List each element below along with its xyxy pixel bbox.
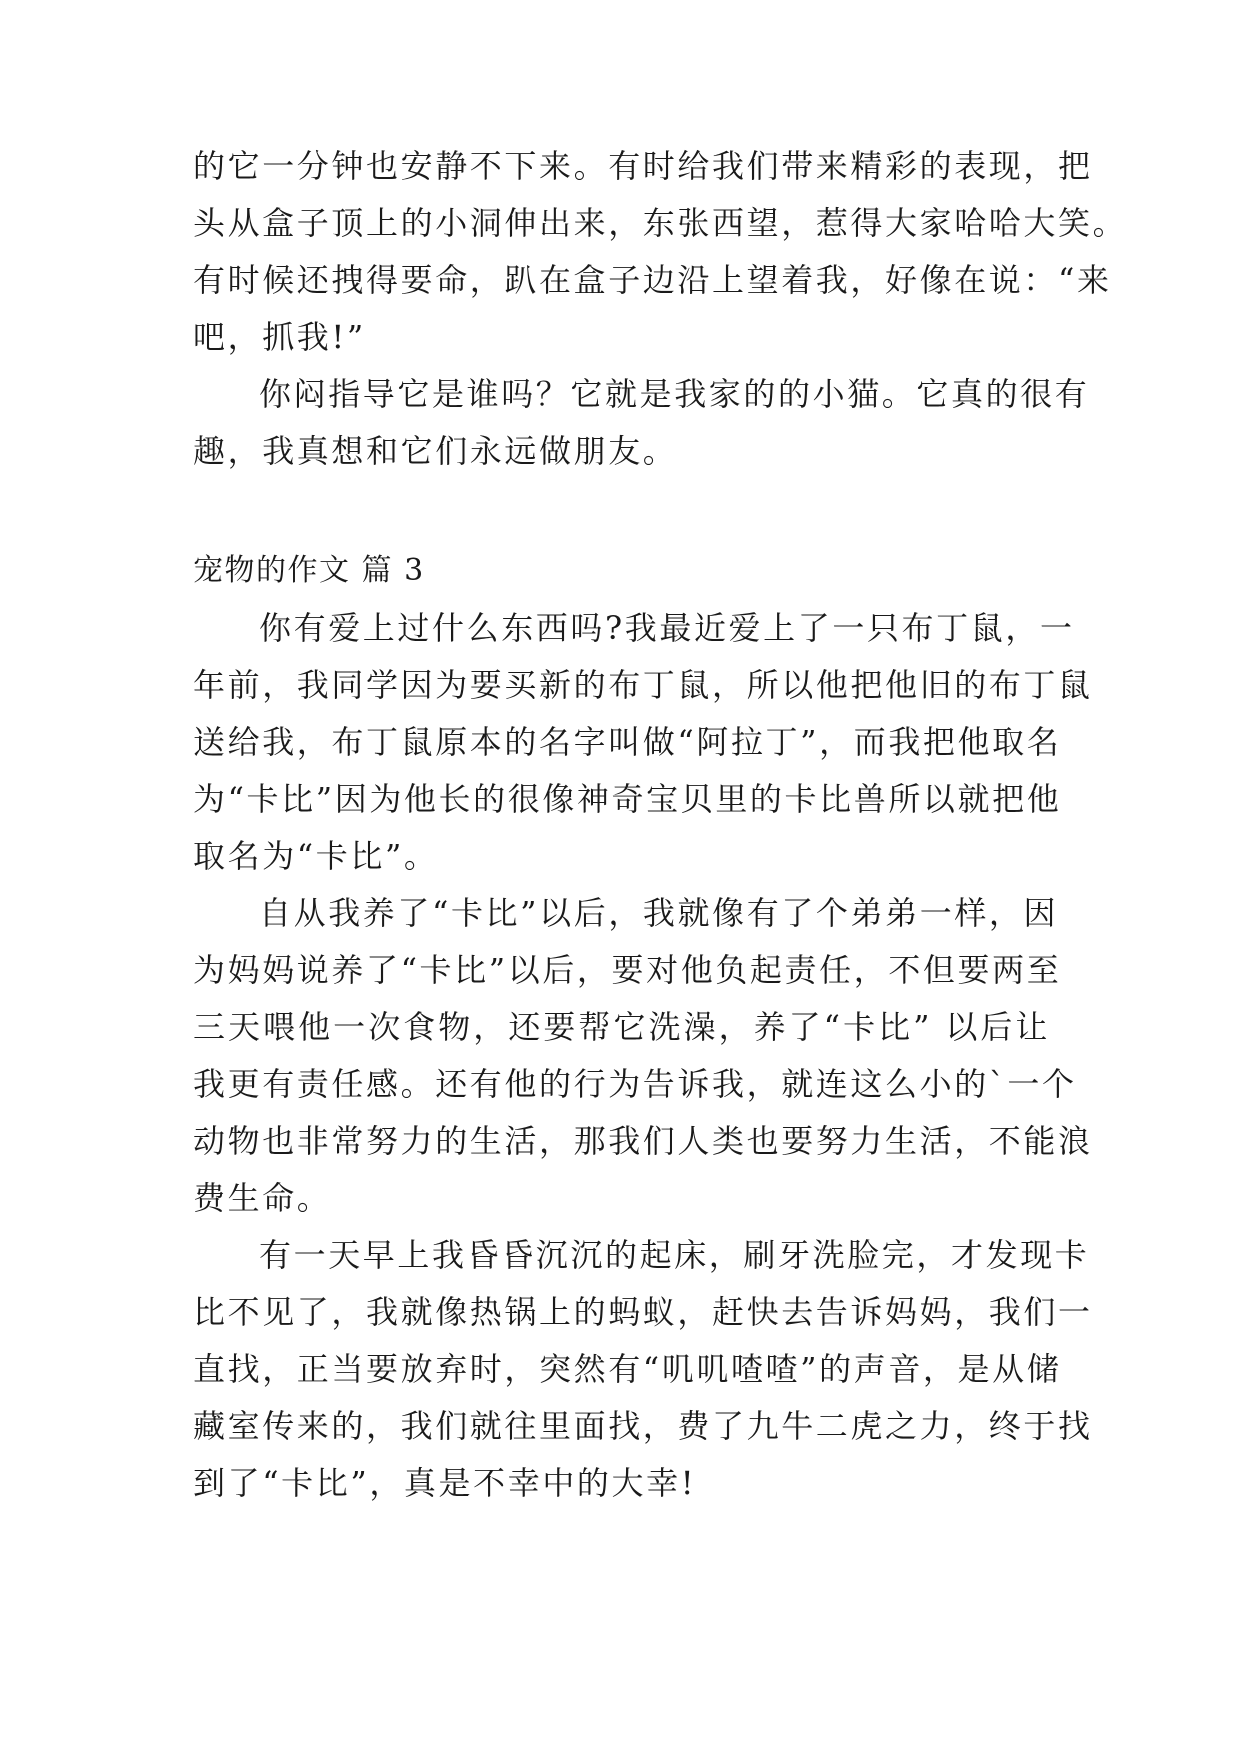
line-text: 三天喂他一次食物，还要帮它洗澡，养了“卡比” 以后让 (193, 1008, 1050, 1046)
line-text: 你有爱上过什么东西吗?我最近爱上了一只布丁鼠，一 (259, 609, 1075, 647)
line-text: 费生命。 (193, 1179, 332, 1217)
line-text: 有时候还拽得要命，趴在盒子边沿上望着我，好像在说：“来 (193, 261, 1112, 299)
text-line (0, 1282, 1241, 1342)
text-line (0, 1225, 1241, 1285)
text-line (0, 1396, 1241, 1456)
text-line (0, 598, 1241, 658)
text-line (0, 193, 1241, 253)
line-text: 送给我，布丁鼠原本的名字叫做“阿拉丁”，而我把他取名 (193, 723, 1062, 761)
section-heading: 宠物的作文 篇 3 (193, 553, 425, 588)
text-line (0, 712, 1241, 772)
text-line (0, 421, 1241, 481)
text-line (0, 364, 1241, 424)
line-text: 取名为“卡比”。 (193, 837, 439, 875)
line-text: 年前，我同学因为要买新的布丁鼠，所以他把他旧的布丁鼠 (193, 666, 1093, 704)
line-text: 的它一分钟也安静不下来。有时给我们带来精彩的表现，把 (193, 147, 1093, 185)
text-line (0, 997, 1241, 1057)
line-text: 动物也非常努力的生活，那我们人类也要努力生活，不能浪 (193, 1122, 1093, 1160)
text-line (0, 655, 1241, 715)
line-text: 我更有责任感。还有他的行为告诉我，就连这么小的`一个 (193, 1065, 1077, 1103)
text-line (0, 1168, 1241, 1228)
text-line (0, 250, 1241, 310)
line-text: 到了“卡比”，真是不幸中的大幸! (193, 1464, 697, 1502)
text-line (0, 826, 1241, 886)
text-line (0, 769, 1241, 829)
line-text: 比不见了，我就像热锅上的蚂蚁，赶快去告诉妈妈，我们一 (193, 1293, 1093, 1331)
line-text: 头从盒子顶上的小洞伸出来，东张西望，惹得大家哈哈大笑。 (193, 204, 1128, 242)
section-heading-row (0, 541, 1241, 601)
text-line (0, 883, 1241, 943)
line-text: 自从我养了“卡比”以后，我就像有了个弟弟一样，因 (259, 894, 1059, 932)
text-line (0, 940, 1241, 1000)
line-text: 你闷指导它是谁吗？它就是我家的的小猫。它真的很有 (259, 375, 1090, 413)
line-text: 为“卡比”因为他长的很像神奇宝贝里的卡比兽所以就把他 (193, 780, 1062, 818)
text-line (0, 1453, 1241, 1513)
text-line (0, 136, 1241, 196)
line-text: 直找，正当要放弃时，突然有“叽叽喳喳”的声音，是从储 (193, 1350, 1062, 1388)
line-text: 藏室传来的，我们就往里面找，费了九牛二虎之力，终于找 (193, 1407, 1093, 1445)
text-line (0, 1111, 1241, 1171)
line-text: 吧，抓我!” (193, 318, 366, 356)
line-text: 为妈妈说养了“卡比”以后，要对他负起责任，不但要两至 (193, 951, 1062, 989)
text-line (0, 307, 1241, 367)
text-line (0, 1054, 1241, 1114)
line-text: 趣，我真想和它们永远做朋友。 (193, 432, 678, 470)
line-text: 有一天早上我昏昏沉沉的起床，刷牙洗脸完，才发现卡 (259, 1236, 1090, 1274)
text-line (0, 1339, 1241, 1399)
